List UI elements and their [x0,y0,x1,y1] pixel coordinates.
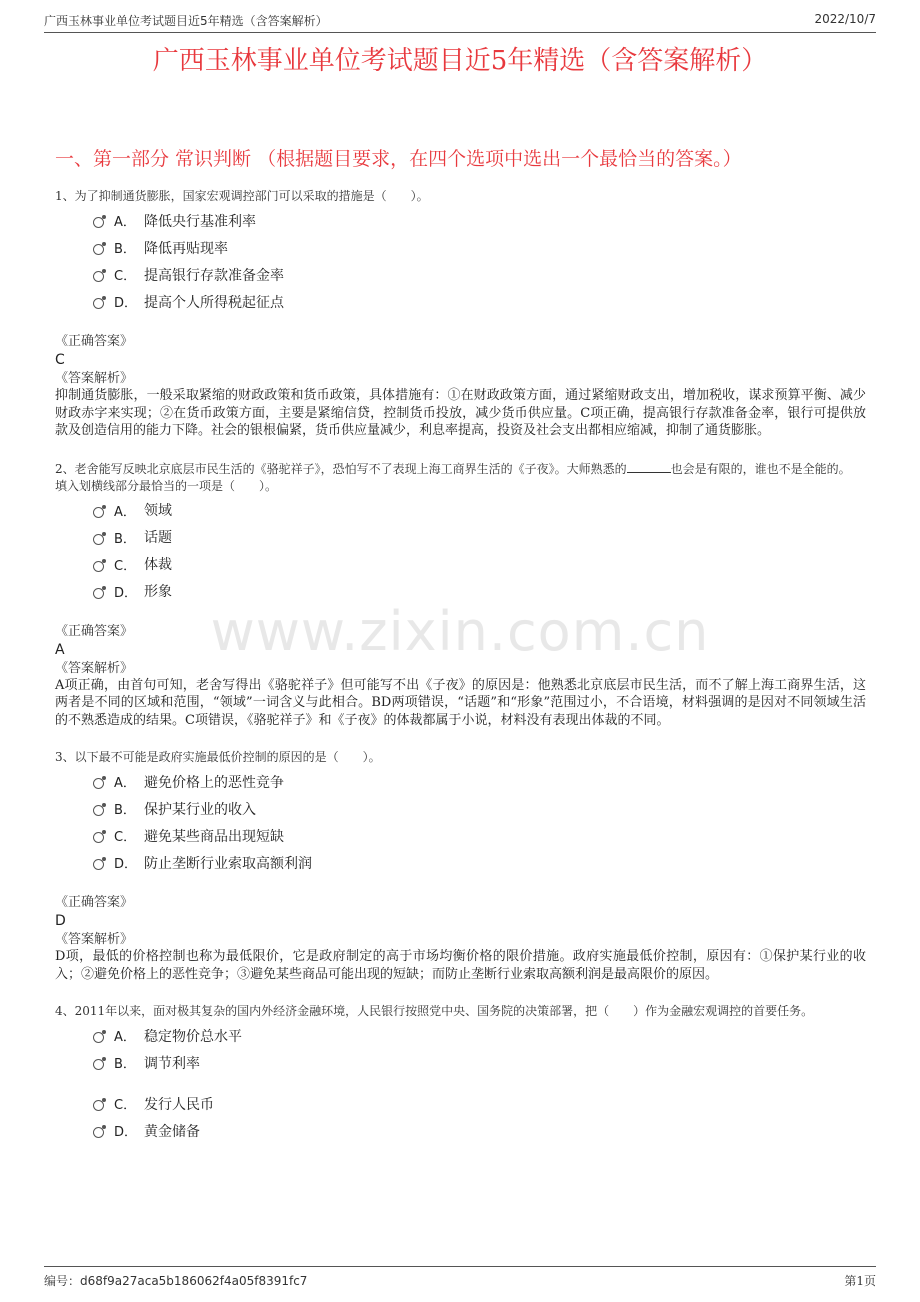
question-stem: 4、2011年以来，面对极其复杂的国内外经济金融环境，人民银行按照党中央、国务院的决策部署，把（ ）作为金融宏观调控的首要任务。 [55,1004,814,1018]
analysis-text: A项正确，由首句可知，老舍写得出《骆驼祥子》但可能写不出《子夜》的原因是：他熟悉北京底层市民生活，而不了解上海工商界生活，这两者是不同的区域和范围，“领域”一词含义与此相合。BD两项错误，“话题”和“形象”范围过小，不合语境，材料强调的是因对不同领域生活的不熟悉造成的结果。C项错误，《骆驼祥子》和《子夜》的体裁都属于小说，材料没有表现出体裁的不同。 [55,677,866,728]
option-letter: D． [114,1125,138,1140]
option-text: 发行人民币 [144,1096,214,1113]
radio-icon[interactable] [93,298,104,309]
analysis-label: 《答案解析》 [55,371,134,386]
radio-icon[interactable] [93,217,104,228]
option-c[interactable] [93,261,866,288]
option-a[interactable] [93,497,866,524]
option-b[interactable] [93,1049,866,1076]
question-stem [55,460,866,478]
option-letter: A． [114,215,136,230]
radio-icon[interactable] [93,778,104,789]
answer-label: 《正确答案》 [55,895,134,910]
option-text: 调节利率 [144,1055,200,1072]
answer-label: 《正确答案》 [55,334,134,349]
radio-icon[interactable] [93,832,104,843]
page-footer [44,1266,876,1289]
document-id: 编号：d68f9a27aca5b186062f4a05f8391fc7 [44,1274,308,1288]
option-d[interactable] [93,288,866,315]
option-text: 降低再贴现率 [144,240,228,257]
question-2 [55,460,866,730]
stem-part-1: 2、老舍能写反映北京底层市民生活的《骆驼祥子》，恐怕写不了表现上海工商界生活的《子夜》。大师熟悉的 [55,461,627,476]
option-c[interactable] [93,1090,866,1117]
answer-block [55,623,866,730]
answer-value: A [55,641,65,658]
radio-icon[interactable] [93,534,104,545]
question-1 [55,188,866,440]
answer-value: D [55,913,66,929]
document-title: 广西玉林事业单位考试题目近5年精选（含答案解析） [152,46,768,76]
answer-block [55,894,866,983]
answer-label: 《正确答案》 [55,623,134,639]
radio-icon[interactable] [93,507,104,518]
answer-value: C [55,352,65,368]
option-letter: C． [114,269,137,284]
stem-part-2: 也会是有限的，谁也不是全能的。 [670,461,851,476]
page-number: 第1页 [844,1274,876,1288]
radio-icon[interactable] [93,859,104,870]
option-letter: C． [114,830,137,845]
question-4 [55,1003,866,1144]
watermark: www.zixin.com.cn [210,600,710,663]
header-date: 2022/10/7 [814,12,876,26]
option-text: 提高个人所得税起征点 [144,294,284,311]
radio-icon[interactable] [93,1100,104,1111]
analysis-text: 抑制通货膨胀，一般采取紧缩的财政政策和货币政策，具体措施有：①在财政政策方面，通过紧缩财政支出，增加税收，谋求预算平衡、减少财政赤字来实现；②在货币政策方面，主要是紧缩信贷，控制货币投放，减少货币供应量。C项正确，提高银行存款准备金率，银行可提供放款及创造信用的能力下降。社会的银根偏紧，货币供应量减少，利息率提高，投资及社会支出都相应缩减，抑制了通货膨胀。 [55,388,866,438]
question-stem: 3、以下最不可能是政府实施最低价控制的原因的是（ ）。 [55,750,381,764]
analysis-text: D项，最低的价格控制也称为最低限价，它是政府制定的高于市场均衡价格的限价措施。政府实施最低价控制，原因有：①保护某行业的收入；②避免价格上的恶性竞争；③避免某些商品可能出现的短缺；而防止垄断行业索取高额利润是最高限价的原因。 [55,949,866,982]
radio-icon[interactable] [93,588,104,599]
option-list [93,497,866,605]
option-text: 稳定物价总水平 [144,1028,242,1045]
option-b[interactable] [93,524,866,551]
option-a[interactable] [93,768,866,795]
option-text: 避免某些商品出现短缺 [144,828,284,845]
page-header [44,10,876,33]
option-text: 话题 [144,530,172,546]
option-a[interactable] [93,207,866,234]
option-letter: D． [114,296,138,311]
option-letter: A． [114,504,136,520]
option-letter: A． [114,1030,136,1045]
option-text: 防止垄断行业索取高额利润 [144,855,312,872]
option-letter: D． [114,585,138,601]
option-b[interactable] [93,234,866,261]
option-text: 提高银行存款准备金率 [144,267,284,284]
option-text: 体裁 [144,557,172,573]
option-letter: C． [114,1098,137,1113]
option-letter: B． [114,1057,136,1072]
option-text: 形象 [144,584,172,600]
radio-icon[interactable] [93,271,104,282]
radio-icon[interactable] [93,1059,104,1070]
option-letter: B． [114,242,136,257]
option-d[interactable] [93,1117,866,1144]
radio-icon[interactable] [93,805,104,816]
option-list [93,768,866,876]
option-text: 降低央行基准利率 [144,213,256,230]
option-text: 领域 [144,503,172,519]
option-text: 避免价格上的恶性竞争 [144,774,284,791]
answer-block [55,333,866,440]
option-list [93,1022,866,1144]
analysis-label: 《答案解析》 [55,660,134,676]
option-c[interactable] [93,822,866,849]
option-letter: C． [114,558,137,574]
option-a[interactable] [93,1022,866,1049]
option-d[interactable] [93,578,866,605]
fill-blank [627,460,671,473]
option-text: 黄金储备 [144,1123,200,1140]
option-text: 保护某行业的收入 [144,801,256,818]
analysis-label: 《答案解析》 [55,932,134,947]
question-stem: 1、为了抑制通货膨胀，国家宏观调控部门可以采取的措施是（ ）。 [55,189,429,203]
option-letter: A． [114,776,136,791]
option-letter: B． [114,803,136,818]
option-letter: D． [114,857,138,872]
option-d[interactable] [93,849,866,876]
question-stem-2: 填入划横线部分最恰当的一项是（ ）。 [55,478,278,493]
radio-icon[interactable] [93,1127,104,1138]
radio-icon[interactable] [93,1032,104,1043]
option-c[interactable] [93,551,866,578]
section-title: 一、第一部分 常识判断 （根据题目要求，在四个选项中选出一个最恰当的答案。） [55,148,742,170]
question-3 [55,749,866,983]
question-list [55,188,866,1144]
radio-icon[interactable] [93,561,104,572]
option-b[interactable] [93,795,866,822]
option-letter: B． [114,531,136,547]
option-list [93,207,866,315]
header-doc-title: 广西玉林事业单位考试题目近5年精选（含答案解析） [44,14,328,28]
radio-icon[interactable] [93,244,104,255]
